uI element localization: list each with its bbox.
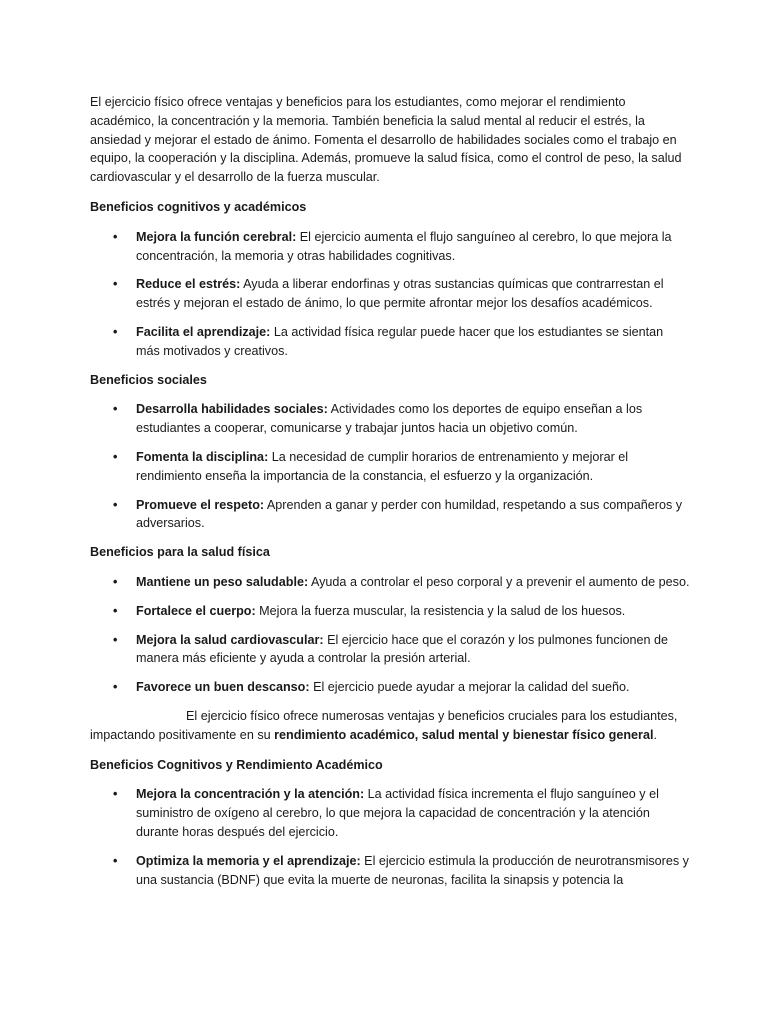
bullet-icon: • xyxy=(113,402,118,417)
list-cognitive-performance xyxy=(90,785,690,889)
bullet-icon: • xyxy=(113,497,118,512)
section-heading-social: Beneficios sociales xyxy=(90,372,207,387)
list-item: • Fortalece el cuerpo: Mejora la fuerza muscular, la resistencia y la salud de los huesos. xyxy=(90,602,690,621)
bullet-icon: • xyxy=(113,787,118,802)
list-item: • Mantiene un peso saludable: Ayuda a controlar el peso corporal y a prevenir el aumento de peso. xyxy=(90,573,690,592)
section-heading-cognitive: Beneficios cognitivos y académicos xyxy=(90,199,307,214)
bullet-icon: • xyxy=(113,853,118,868)
list-item: • Optimiza la memoria y el aprendizaje: El ejercicio estimula la producción de neurotransmisores y una sustancia (BDNF) que evita la muerte de neuronas, facilita la sinapsis y potencia la xyxy=(113,853,689,887)
bullet-icon: • xyxy=(113,680,118,695)
intro-paragraph: El ejercicio físico ofrece ventajas y beneficios para los estudiantes, como mejorar el rendimiento académico, la concentración y la memoria. También beneficia la salud mental al reducir el estrés, la ansiedad y mejorar el estado de ánimo. Fomenta el desarrollo de habilidades sociales como el trabajo en equipo, la cooperación y la disciplina. Además, promueve la salud física, como el control de peso, la salud cardiovascular y el desarrollo de la fuerza muscular. xyxy=(90,95,682,185)
list-physical xyxy=(90,573,690,697)
list-cognitive xyxy=(90,228,690,361)
list-item: • Mejora la concentración y la atención: La actividad física incrementa el flujo sanguíneo y el suministro de oxígeno al cerebro, lo que mejora la capacidad de concentración y la atención durante horas después del ejercicio. xyxy=(113,787,659,839)
list-item: • Mejora la función cerebral: El ejercicio aumenta el flujo sanguíneo al cerebro, lo que mejora la concentración, la memoria y otras habilidades cognitivas. xyxy=(113,229,672,263)
document-page xyxy=(90,93,690,899)
bullet-icon: • xyxy=(113,632,118,647)
bullet-icon: • xyxy=(113,229,118,244)
list-item: • Fomenta la disciplina: La necesidad de cumplir horarios de entrenamiento y mejorar el rendimiento enseña la importancia de la constancia, el esfuerzo y la organización. xyxy=(113,449,629,483)
list-social xyxy=(90,400,690,533)
list-item: • Reduce el estrés: Ayuda a liberar endorfinas y otras sustancias químicas que contrarrestan el estrés y mejoran el estado de ánimo, lo que permite afrontar mejor los desafíos académicos. xyxy=(113,277,664,311)
bullet-icon: • xyxy=(113,603,118,618)
list-item: • Favorece un buen descanso: El ejercicio puede ayudar a mejorar la calidad del sueño. xyxy=(90,678,690,697)
list-item: • Mejora la salud cardiovascular: El ejercicio hace que el corazón y los pulmones funcionen de manera más eficiente y ayuda a controlar la presión arterial. xyxy=(113,632,669,666)
bullet-icon: • xyxy=(113,449,118,464)
bullet-icon: • xyxy=(113,574,118,589)
list-item: • Desarrolla habilidades sociales: Actividades como los deportes de equipo enseñan a los estudiantes a cooperar, comunicarse y trabajar juntos hacia un objetivo común. xyxy=(113,402,643,436)
bullet-icon: • xyxy=(113,277,118,292)
summary-paragraph: El ejercicio físico ofrece numerosas ventajas y beneficios cruciales para los estudiantes, impactando positivamente en su rendimiento académico, salud mental y bienestar físico general. xyxy=(90,708,678,742)
bullet-icon: • xyxy=(113,324,118,339)
section-heading-physical: Beneficios para la salud física xyxy=(90,545,270,560)
section-heading-cognitive-performance: Beneficios Cognitivos y Rendimiento Académico xyxy=(90,757,383,772)
list-item: • Facilita el aprendizaje: La actividad física regular puede hacer que los estudiantes se sientan más motivados y creativos. xyxy=(113,324,664,358)
list-item: • Promueve el respeto: Aprenden a ganar y perder con humildad, respetando a sus compañeros y adversarios. xyxy=(113,497,683,531)
